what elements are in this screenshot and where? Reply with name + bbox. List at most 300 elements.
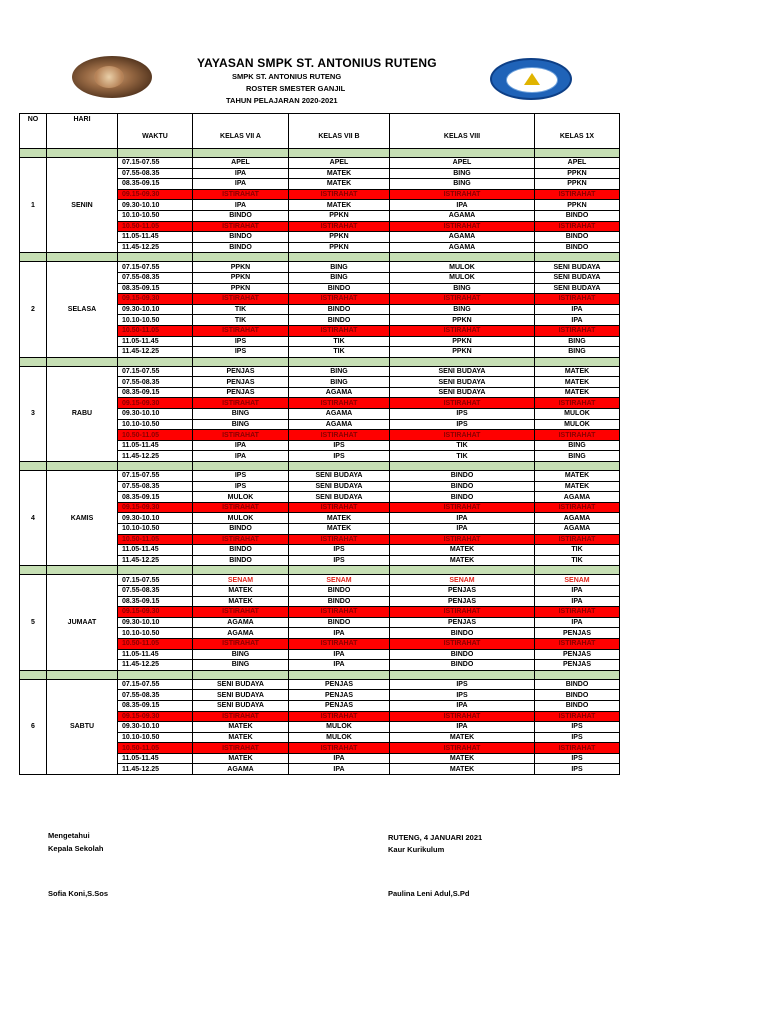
subject-cell: PENJAS	[535, 628, 620, 639]
subject-cell: ISTIRAHAT	[289, 398, 390, 409]
subject-cell: AGAMA	[289, 409, 390, 420]
subject-cell: MATEK	[535, 387, 620, 398]
time-cell: 09.15-09.30	[118, 398, 193, 409]
subject-cell: MATEK	[193, 753, 289, 764]
subject-cell: PPKN	[193, 272, 289, 283]
time-cell: 09.15-09.30	[118, 607, 193, 618]
subject-cell: IPS	[193, 471, 289, 482]
subject-cell: BINDO	[289, 283, 390, 294]
subject-cell: BINDO	[535, 242, 620, 253]
subject-cell: MATEK	[535, 481, 620, 492]
subject-cell: IPA	[535, 617, 620, 628]
subject-cell: MATEK	[289, 179, 390, 190]
subject-cell: SENI BUDAYA	[289, 481, 390, 492]
subject-cell: AGAMA	[390, 242, 535, 253]
subject-cell: IPA	[193, 451, 289, 462]
subject-cell: IPS	[289, 555, 390, 566]
subject-cell: MULOK	[535, 419, 620, 430]
subject-cell: MULOK	[390, 262, 535, 273]
subject-cell: BING	[390, 283, 535, 294]
subject-cell: AGAMA	[289, 387, 390, 398]
time-cell: 10.50-11.05	[118, 638, 193, 649]
time-cell: 08.35-09.15	[118, 596, 193, 607]
subject-cell: ISTIRAHAT	[535, 607, 620, 618]
footer-principal-name: Sofia Koni,S.Sos	[48, 889, 109, 898]
subject-cell: BINDO	[390, 481, 535, 492]
subject-cell: BINDO	[289, 617, 390, 628]
subject-cell: APEL	[289, 158, 390, 169]
time-cell: 10.50-11.05	[118, 325, 193, 336]
subject-cell: AGAMA	[390, 232, 535, 243]
subject-cell: IPS	[390, 690, 535, 701]
subject-cell: APEL	[390, 158, 535, 169]
subject-cell: IPA	[390, 700, 535, 711]
subject-cell: PPKN	[289, 210, 390, 221]
subject-cell: MATEK	[289, 200, 390, 211]
subject-cell: SENI BUDAYA	[193, 690, 289, 701]
roster-table	[19, 113, 620, 775]
subject-cell: ISTIRAHAT	[390, 325, 535, 336]
subject-cell: IPA	[193, 168, 289, 179]
subject-cell: PENJAS	[535, 649, 620, 660]
subject-cell: IPA	[535, 304, 620, 315]
subject-cell: BINDO	[193, 242, 289, 253]
subject-cell: SENI BUDAYA	[535, 272, 620, 283]
time-cell: 10.50-11.05	[118, 430, 193, 441]
subject-cell: ISTIRAHAT	[289, 638, 390, 649]
time-cell: 11.05-11.45	[118, 440, 193, 451]
time-cell: 10.10-10.50	[118, 524, 193, 535]
school-name: SMPK ST. ANTONIUS RUTENG	[232, 72, 342, 81]
time-cell: 09.15-09.30	[118, 711, 193, 722]
subject-cell: BINDO	[535, 210, 620, 221]
subject-cell: SENI BUDAYA	[390, 387, 535, 398]
time-cell: 07.55-08.35	[118, 585, 193, 596]
subject-cell: ISTIRAHAT	[289, 711, 390, 722]
header-kelas-7b: KELAS VII B	[289, 124, 390, 149]
subject-cell: ISTIRAHAT	[535, 711, 620, 722]
time-cell: 09.15-09.30	[118, 294, 193, 305]
subject-cell: BINDO	[390, 471, 535, 482]
day-name: SELASA	[47, 262, 118, 357]
subject-cell: ISTIRAHAT	[193, 398, 289, 409]
day-name: RABU	[47, 366, 118, 461]
subject-cell: PENJAS	[193, 366, 289, 377]
subject-cell: BINDO	[289, 596, 390, 607]
header-waktu: WAKTU	[118, 124, 193, 149]
header-no: NO	[20, 114, 47, 149]
subject-cell: PENJAS	[535, 660, 620, 671]
time-cell: 07.55-08.35	[118, 481, 193, 492]
subject-cell: ISTIRAHAT	[535, 398, 620, 409]
senam-label: SENAM	[227, 576, 254, 584]
day-number: 6	[20, 679, 47, 774]
subject-cell: BINDO	[193, 555, 289, 566]
time-cell: 11.05-11.45	[118, 336, 193, 347]
time-cell: 08.35-09.15	[118, 283, 193, 294]
subject-cell	[535, 575, 620, 586]
day-separator-row	[20, 253, 620, 262]
subject-cell: SENI BUDAYA	[390, 377, 535, 388]
time-cell: 09.30-10.10	[118, 722, 193, 733]
subject-cell: TIK	[390, 451, 535, 462]
subject-cell: ISTIRAHAT	[193, 502, 289, 513]
subject-cell: AGAMA	[535, 492, 620, 503]
subject-cell: TIK	[390, 440, 535, 451]
subject-cell: IPS	[289, 451, 390, 462]
subject-cell: ISTIRAHAT	[289, 607, 390, 618]
subject-cell: BING	[193, 649, 289, 660]
subject-cell: BINDO	[535, 690, 620, 701]
subject-cell: ISTIRAHAT	[193, 189, 289, 200]
day-number: 3	[20, 366, 47, 461]
subject-cell: IPA	[289, 753, 390, 764]
subject-cell: IPS	[390, 409, 535, 420]
subject-cell: PENJAS	[289, 700, 390, 711]
day-name: KAMIS	[47, 471, 118, 566]
time-cell: 09.30-10.10	[118, 617, 193, 628]
subject-cell: ISTIRAHAT	[289, 189, 390, 200]
time-cell: 11.05-11.45	[118, 753, 193, 764]
subject-cell: PENJAS	[390, 585, 535, 596]
time-cell: 07.15-07.55	[118, 262, 193, 273]
subject-cell: PENJAS	[193, 387, 289, 398]
subject-cell: BING	[535, 451, 620, 462]
subject-cell: ISTIRAHAT	[193, 711, 289, 722]
school-logo	[72, 56, 152, 98]
subject-cell: IPS	[390, 679, 535, 690]
subject-cell: MULOK	[535, 409, 620, 420]
time-cell: 08.35-09.15	[118, 387, 193, 398]
subject-cell: MULOK	[193, 513, 289, 524]
subject-cell: BINDO	[390, 660, 535, 671]
subject-cell: IPS	[535, 764, 620, 775]
subject-cell: MATEK	[535, 377, 620, 388]
subject-cell: IPS	[193, 336, 289, 347]
subject-cell: PPKN	[193, 283, 289, 294]
subject-cell: PENJAS	[289, 690, 390, 701]
subject-cell: IPA	[390, 513, 535, 524]
day-name: SABTU	[47, 679, 118, 774]
subject-cell: SENI BUDAYA	[193, 679, 289, 690]
subject-cell: BINDO	[535, 232, 620, 243]
subject-cell: APEL	[193, 158, 289, 169]
subject-cell: BING	[535, 336, 620, 347]
time-cell: 08.35-09.15	[118, 700, 193, 711]
subject-cell: PENJAS	[390, 596, 535, 607]
subject-cell: MATEK	[193, 585, 289, 596]
subject-cell: TIK	[289, 347, 390, 358]
day-name: SENIN	[47, 158, 118, 253]
subject-cell: TIK	[193, 315, 289, 326]
subject-cell: IPS	[193, 481, 289, 492]
time-cell: 11.45-12.25	[118, 555, 193, 566]
subject-cell: ISTIRAHAT	[193, 607, 289, 618]
time-cell: 09.15-09.30	[118, 502, 193, 513]
subject-cell: IPS	[289, 440, 390, 451]
subject-cell: IPS	[535, 722, 620, 733]
subject-cell: BING	[289, 272, 390, 283]
time-cell: 10.50-11.05	[118, 221, 193, 232]
subject-cell: MATEK	[535, 366, 620, 377]
subject-cell: SENI BUDAYA	[390, 366, 535, 377]
time-cell: 09.30-10.10	[118, 409, 193, 420]
roster-subtitle: ROSTER SMESTER GANJIL	[246, 84, 346, 93]
subject-cell: PPKN	[193, 262, 289, 273]
day-separator-row	[20, 670, 620, 679]
time-cell: 11.45-12.25	[118, 451, 193, 462]
subject-cell: BINDO	[193, 545, 289, 556]
subject-cell: IPA	[535, 596, 620, 607]
subject-cell: BINDO	[193, 210, 289, 221]
day-number: 1	[20, 158, 47, 253]
subject-cell: ISTIRAHAT	[390, 221, 535, 232]
subject-cell: APEL	[535, 158, 620, 169]
time-cell: 07.15-07.55	[118, 471, 193, 482]
subject-cell: BINDO	[289, 585, 390, 596]
subject-cell: MATEK	[535, 471, 620, 482]
subject-cell: BINDO	[390, 628, 535, 639]
subject-cell: SENI BUDAYA	[289, 471, 390, 482]
subject-cell: IPS	[193, 347, 289, 358]
day-separator-row	[20, 357, 620, 366]
subject-cell: IPS	[289, 545, 390, 556]
time-cell: 09.30-10.10	[118, 200, 193, 211]
subject-cell: AGAMA	[390, 210, 535, 221]
subject-cell: PPKN	[390, 336, 535, 347]
subject-cell: PENJAS	[390, 617, 535, 628]
subject-cell: ISTIRAHAT	[193, 325, 289, 336]
day-number: 4	[20, 471, 47, 566]
subject-cell: BINDO	[193, 524, 289, 535]
subject-cell: PPKN	[535, 168, 620, 179]
time-cell: 11.45-12.25	[118, 660, 193, 671]
subject-cell: AGAMA	[289, 419, 390, 430]
header-kelas-7a: KELAS VII A	[193, 124, 289, 149]
subject-cell: ISTIRAHAT	[535, 430, 620, 441]
subject-cell	[390, 575, 535, 586]
subject-cell: MATEK	[193, 722, 289, 733]
subject-cell: IPA	[193, 200, 289, 211]
subject-cell: IPA	[289, 660, 390, 671]
footer-principal-title: Kepala Sekolah	[48, 844, 104, 853]
subject-cell: IPA	[193, 440, 289, 451]
subject-cell: ISTIRAHAT	[193, 534, 289, 545]
subject-cell: ISTIRAHAT	[289, 221, 390, 232]
subject-cell: IPA	[193, 179, 289, 190]
subject-cell: ISTIRAHAT	[289, 325, 390, 336]
subject-cell: PPKN	[289, 232, 390, 243]
senam-label: SENAM	[326, 576, 352, 584]
time-cell: 10.50-11.05	[118, 534, 193, 545]
subject-cell: IPA	[289, 764, 390, 775]
subject-cell: ISTIRAHAT	[289, 294, 390, 305]
subject-cell: ISTIRAHAT	[289, 430, 390, 441]
time-cell: 10.10-10.50	[118, 315, 193, 326]
footer-place-date: RUTENG, 4 JANUARI 2021	[388, 833, 483, 842]
time-cell: 07.55-08.35	[118, 377, 193, 388]
subject-cell: MATEK	[289, 168, 390, 179]
subject-cell: PPKN	[390, 347, 535, 358]
subject-cell: ISTIRAHAT	[390, 743, 535, 754]
subject-cell: BINDO	[289, 315, 390, 326]
subject-cell: MATEK	[193, 596, 289, 607]
time-cell: 11.45-12.25	[118, 242, 193, 253]
subject-cell: MULOK	[289, 722, 390, 733]
subject-cell: ISTIRAHAT	[535, 534, 620, 545]
subject-cell: IPS	[390, 419, 535, 430]
header-kelas-9: KELAS 1X	[535, 124, 620, 149]
subject-cell: MULOK	[289, 732, 390, 743]
subject-cell	[193, 575, 289, 586]
subject-cell: ISTIRAHAT	[390, 502, 535, 513]
day-separator-row	[20, 149, 620, 158]
time-cell: 07.15-07.55	[118, 366, 193, 377]
subject-cell: ISTIRAHAT	[390, 534, 535, 545]
subject-cell: ISTIRAHAT	[390, 189, 535, 200]
subject-cell: PPKN	[535, 179, 620, 190]
table-row	[20, 158, 620, 169]
subject-cell: IPA	[289, 628, 390, 639]
subject-cell: IPA	[289, 649, 390, 660]
tut-wuri-emblem-icon	[490, 58, 572, 100]
footer-curriculum-title: Kaur Kurikulum	[388, 845, 445, 854]
time-cell: 10.10-10.50	[118, 732, 193, 743]
footer-curriculum-name: Paulina Leni Adul,S.Pd	[388, 889, 470, 898]
subject-cell: ISTIRAHAT	[390, 607, 535, 618]
subject-cell: ISTIRAHAT	[193, 221, 289, 232]
time-cell: 08.35-09.15	[118, 492, 193, 503]
subject-cell: ISTIRAHAT	[390, 711, 535, 722]
header-hari: HARI	[47, 114, 118, 149]
time-cell: 09.15-09.30	[118, 189, 193, 200]
subject-cell: MATEK	[390, 545, 535, 556]
subject-cell: BING	[390, 179, 535, 190]
time-cell: 11.45-12.25	[118, 764, 193, 775]
subject-cell: ISTIRAHAT	[535, 189, 620, 200]
subject-cell: ISTIRAHAT	[390, 638, 535, 649]
senam-label: SENAM	[564, 576, 590, 584]
time-cell: 11.05-11.45	[118, 545, 193, 556]
day-name: JUMAAT	[47, 575, 118, 670]
subject-cell: BING	[289, 377, 390, 388]
time-cell: 07.15-07.55	[118, 575, 193, 586]
subject-cell: AGAMA	[535, 524, 620, 535]
subject-cell: BINDO	[390, 649, 535, 660]
time-cell: 07.55-08.35	[118, 272, 193, 283]
academic-year: TAHUN PELAJARAN 2020-2021	[226, 96, 338, 105]
subject-cell: PPKN	[535, 200, 620, 211]
subject-cell: MATEK	[390, 764, 535, 775]
subject-cell: PENJAS	[289, 679, 390, 690]
time-cell: 09.30-10.10	[118, 513, 193, 524]
subject-cell: MULOK	[193, 492, 289, 503]
subject-cell: ISTIRAHAT	[535, 743, 620, 754]
day-separator-row	[20, 566, 620, 575]
subject-cell: MATEK	[289, 524, 390, 535]
time-cell: 07.15-07.55	[118, 158, 193, 169]
subject-cell: BING	[390, 304, 535, 315]
time-cell: 11.05-11.45	[118, 649, 193, 660]
header-kelas-8: KELAS VIII	[390, 124, 535, 149]
subject-cell: ISTIRAHAT	[289, 534, 390, 545]
table-row	[20, 366, 620, 377]
time-cell: 09.30-10.10	[118, 304, 193, 315]
subject-cell: BING	[289, 262, 390, 273]
subject-cell: BING	[535, 440, 620, 451]
footer-acknowledged: Mengetahui	[48, 831, 90, 840]
subject-cell: IPA	[535, 585, 620, 596]
time-cell: 10.50-11.05	[118, 743, 193, 754]
subject-cell: ISTIRAHAT	[390, 294, 535, 305]
subject-cell: BING	[193, 660, 289, 671]
table-row	[20, 575, 620, 586]
subject-cell: IPA	[535, 315, 620, 326]
subject-cell: MATEK	[289, 513, 390, 524]
subject-cell: IPS	[535, 753, 620, 764]
subject-cell: IPA	[390, 200, 535, 211]
subject-cell: AGAMA	[193, 617, 289, 628]
subject-cell: IPS	[535, 732, 620, 743]
subject-cell: BINDO	[289, 304, 390, 315]
subject-cell: ISTIRAHAT	[193, 638, 289, 649]
subject-cell: ISTIRAHAT	[535, 502, 620, 513]
subject-cell: BINDO	[390, 492, 535, 503]
subject-cell: TIK	[289, 336, 390, 347]
subject-cell: PPKN	[289, 242, 390, 253]
subject-cell: ISTIRAHAT	[193, 743, 289, 754]
subject-cell: BING	[289, 366, 390, 377]
subject-cell: AGAMA	[193, 764, 289, 775]
time-cell: 10.10-10.50	[118, 628, 193, 639]
day-number: 2	[20, 262, 47, 357]
subject-cell: ISTIRAHAT	[535, 325, 620, 336]
subject-cell: MULOK	[390, 272, 535, 283]
table-row	[20, 471, 620, 482]
subject-cell: PPKN	[390, 315, 535, 326]
subject-cell: ISTIRAHAT	[193, 430, 289, 441]
subject-cell: TIK	[535, 545, 620, 556]
time-cell: 07.55-08.35	[118, 168, 193, 179]
subject-cell: MATEK	[390, 732, 535, 743]
subject-cell: SENI BUDAYA	[535, 283, 620, 294]
subject-cell: BINDO	[535, 700, 620, 711]
subject-cell: BINDO	[193, 232, 289, 243]
subject-cell: BING	[193, 409, 289, 420]
subject-cell: ISTIRAHAT	[289, 502, 390, 513]
time-cell: 11.05-11.45	[118, 232, 193, 243]
time-cell: 07.55-08.35	[118, 690, 193, 701]
subject-cell: BING	[193, 419, 289, 430]
subject-cell: ISTIRAHAT	[535, 221, 620, 232]
subject-cell: AGAMA	[193, 628, 289, 639]
subject-cell: MATEK	[390, 555, 535, 566]
subject-cell: BINDO	[535, 679, 620, 690]
subject-cell: BING	[390, 168, 535, 179]
time-cell: 10.10-10.50	[118, 419, 193, 430]
page-title: YAYASAN SMPK ST. ANTONIUS RUTENG	[197, 56, 437, 70]
subject-cell: ISTIRAHAT	[535, 294, 620, 305]
subject-cell: TIK	[535, 555, 620, 566]
time-cell: 11.45-12.25	[118, 347, 193, 358]
time-cell: 07.15-07.55	[118, 679, 193, 690]
day-number: 5	[20, 575, 47, 670]
subject-cell: ISTIRAHAT	[535, 638, 620, 649]
subject-cell: SENI BUDAYA	[289, 492, 390, 503]
senam-label: SENAM	[449, 576, 475, 584]
subject-cell: SENI BUDAYA	[535, 262, 620, 273]
subject-cell: BING	[535, 347, 620, 358]
